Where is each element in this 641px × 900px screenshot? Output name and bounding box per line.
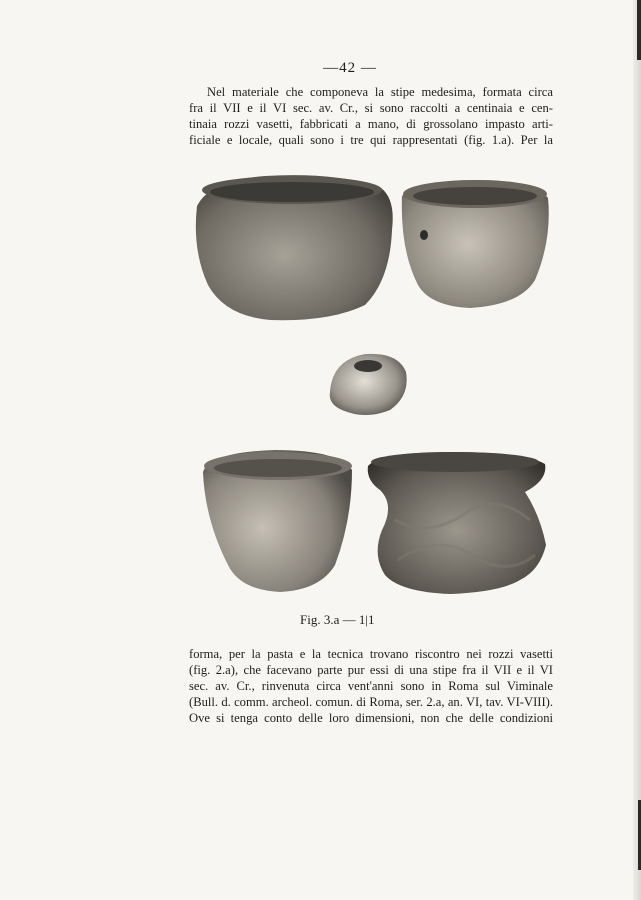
text-line: sec. av. Cr., rinvenuta circa vent'anni sono in Roma sul Viminale xyxy=(189,679,553,693)
text-line: (fig. 2.a), che facevano parte pur essi di una stipe fra il VII e il VI xyxy=(189,663,553,677)
text-line: fra il VII e il VI sec. av. Cr., si sono raccolti a centinaia e cen- xyxy=(189,101,553,115)
page-edge xyxy=(633,0,641,900)
scan-edge-mark xyxy=(637,0,641,60)
spindle-whorl xyxy=(330,354,407,415)
page-number: —42 — xyxy=(323,60,377,76)
figure-caption: Fig. 3.a — 1|1 xyxy=(300,612,375,627)
text-line: Nel materiale che componeva la stipe medesima, formata circa xyxy=(207,85,553,99)
vessel-top-right xyxy=(402,180,549,308)
vessel-bottom-right xyxy=(368,452,546,594)
text-line: forma, per la pasta e la tecnica trovano riscontro nei rozzi vasetti xyxy=(189,647,553,661)
text-line: tinaia rozzi vasetti, fabbricati a mano, di grossolano impasto arti- xyxy=(189,117,553,131)
text-line: (Bull. d. comm. archeol. comun. di Roma, ser. 2.a, an. VI, tav. VI-VIII). xyxy=(189,695,553,709)
paragraph-bottom xyxy=(189,646,553,726)
text-line: Ove si tenga conto delle loro dimensioni, non che delle condizioni xyxy=(189,711,553,725)
vessel-bottom-left xyxy=(203,450,352,592)
vessel-top-left xyxy=(196,175,393,320)
text-line: ficiale e locale, quali sono i tre qui rappresentati (fig. 1.a). Per la xyxy=(189,133,553,147)
